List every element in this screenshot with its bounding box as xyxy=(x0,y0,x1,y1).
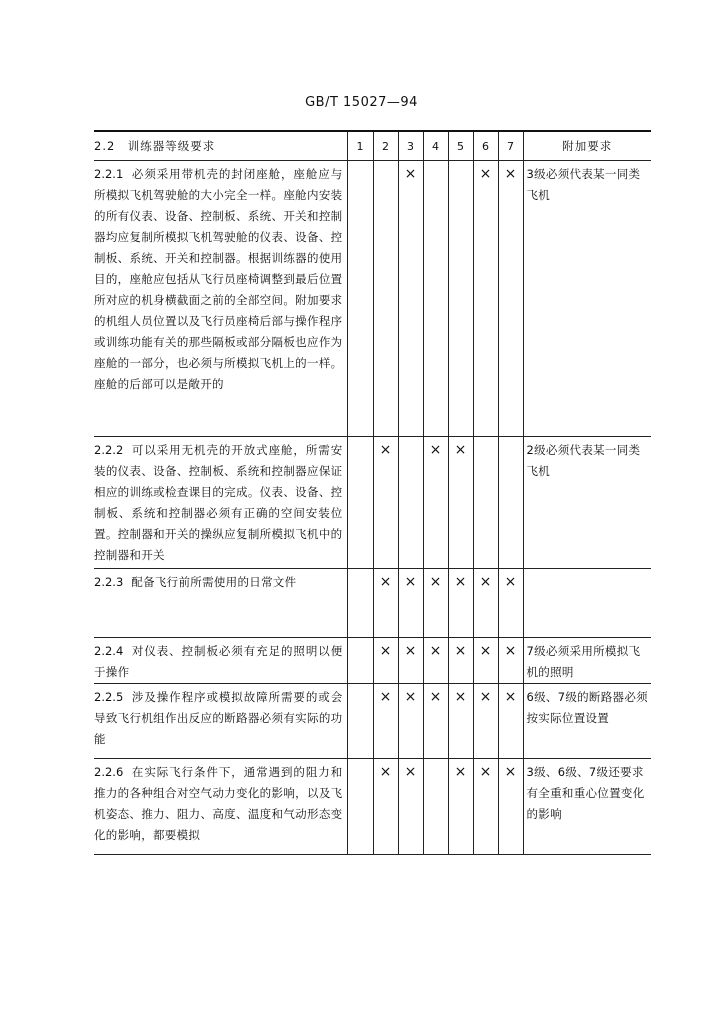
level-3-cell xyxy=(398,161,423,437)
level-7-cell xyxy=(498,759,523,855)
table-row xyxy=(94,569,651,638)
level-2-cell xyxy=(373,684,398,759)
level-1-header: 1 xyxy=(347,131,373,161)
level-3-cell xyxy=(398,569,423,638)
applicable-mark: × xyxy=(379,764,392,780)
level-5-cell xyxy=(448,569,473,638)
level-6-cell xyxy=(473,638,498,684)
requirement-number: 2.2.5 xyxy=(94,690,124,704)
level-7-cell xyxy=(498,569,523,638)
requirement-text: 在实际飞行条件下，通常遇到的阻力和推力的各种组合对空气动力变化的影响，以及飞机姿态、推力、阻力、高度、温度和气动形态变化的影响，都要模拟 xyxy=(94,765,343,842)
standard-number: GB/T 15027—94 xyxy=(305,95,418,110)
level-5-cell xyxy=(448,161,473,437)
applicable-mark: × xyxy=(404,643,417,659)
level-4-cell xyxy=(423,684,448,759)
requirement-number: 2.2.6 xyxy=(94,765,124,779)
table-row xyxy=(94,437,651,569)
applicable-mark: × xyxy=(429,643,442,659)
additional-requirement-cell: 3级必须代表某一同类飞机 xyxy=(523,161,651,437)
requirement-text: 配备飞行前所需使用的日常文件 xyxy=(131,575,297,589)
level-4-header: 4 xyxy=(423,131,448,161)
requirement-cell xyxy=(94,638,347,684)
applicable-mark: × xyxy=(504,574,517,590)
level-2-cell xyxy=(373,437,398,569)
applicable-mark: × xyxy=(504,689,517,705)
applicable-mark: × xyxy=(479,574,492,590)
table-row xyxy=(94,638,651,684)
applicable-mark: × xyxy=(454,643,467,659)
requirement-cell xyxy=(94,569,347,638)
applicable-mark: × xyxy=(454,442,467,458)
level-7-header: 7 xyxy=(498,131,523,161)
level-7-cell xyxy=(498,638,523,684)
applicable-mark: × xyxy=(429,442,442,458)
applicable-mark: × xyxy=(504,764,517,780)
applicable-mark: × xyxy=(379,442,392,458)
applicable-mark: × xyxy=(404,689,417,705)
applicable-mark: × xyxy=(379,643,392,659)
additional-requirement-cell: 6级、7级的断路器必须按实际位置设置 xyxy=(523,684,651,759)
requirement-number: 2.2.3 xyxy=(94,575,124,589)
applicable-mark: × xyxy=(454,574,467,590)
requirement-text: 必须采用带机壳的封闭座舱，座舱应与所模拟飞机驾驶舱的大小完全一样。座舱内安装的所有仪表、设备、控制板、系统、开关和控制器均应复制所模拟飞机驾驶舱的仪表、设备、控制板、系统、开关和控制器。根据训练器的使用目的，座舱应包括从飞行员座椅调整到最后位置所对应的机身横截面之前的全部空间。附加要求的机组人员位置以及飞行员座椅后部与操作程序或训练功能有关的那些隔板或部分隔板也应作为座舱的一部分，也必须与所模拟飞机上的一样。座舱的后部可以是敞开的 xyxy=(94,167,343,391)
applicable-mark: × xyxy=(504,643,517,659)
level-2-cell xyxy=(373,759,398,855)
requirement-cell xyxy=(94,161,347,437)
level-4-cell xyxy=(423,569,448,638)
level-4-cell xyxy=(423,638,448,684)
level-6-cell xyxy=(473,684,498,759)
applicable-mark: × xyxy=(504,166,517,182)
applicable-mark: × xyxy=(404,574,417,590)
requirement-text: 涉及操作程序或模拟故障所需要的或会导致飞行机组作出反应的断路器必须有实际的功能 xyxy=(94,690,343,746)
requirement-number: 2.2.2 xyxy=(94,443,124,457)
table-row xyxy=(94,161,651,437)
requirement-cell xyxy=(94,759,347,855)
requirements-table xyxy=(94,130,651,855)
level-3-header: 3 xyxy=(398,131,423,161)
level-1-cell xyxy=(347,759,373,855)
applicable-mark: × xyxy=(379,574,392,590)
requirement-text: 可以采用无机壳的开放式座舱，所需安装的仪表、设备、控制板、系统和控制器应保证相应的训练或检查课目的完成。仪表、设备、控制板、系统和控制器必须有正确的空间安装位置。控制器和开关的操纵应复制所模拟飞机中的控制器和开关 xyxy=(94,443,343,562)
level-5-cell xyxy=(448,684,473,759)
level-5-cell xyxy=(448,638,473,684)
level-3-cell xyxy=(398,437,423,569)
applicable-mark: × xyxy=(454,764,467,780)
level-1-cell xyxy=(347,569,373,638)
level-2-cell xyxy=(373,569,398,638)
level-2-cell xyxy=(373,161,398,437)
requirement-column-header: 2.2 训练器等级要求 xyxy=(94,131,347,161)
requirement-text: 对仪表、控制板必须有充足的照明以便于操作 xyxy=(94,644,343,679)
level-7-cell xyxy=(498,437,523,569)
level-1-cell xyxy=(347,638,373,684)
level-1-cell xyxy=(347,161,373,437)
requirement-number: 2.2.4 xyxy=(94,644,124,658)
applicable-mark: × xyxy=(429,574,442,590)
additional-requirement-cell: 7级必须采用所模拟飞机的照明 xyxy=(523,638,651,684)
level-1-cell xyxy=(347,684,373,759)
table-row xyxy=(94,684,651,759)
requirement-cell xyxy=(94,437,347,569)
level-5-cell xyxy=(448,437,473,569)
level-6-cell xyxy=(473,437,498,569)
level-6-cell xyxy=(473,569,498,638)
additional-requirement-cell: 2级必须代表某一同类飞机 xyxy=(523,437,651,569)
level-2-header: 2 xyxy=(373,131,398,161)
level-3-cell xyxy=(398,759,423,855)
level-3-cell xyxy=(398,638,423,684)
level-2-cell xyxy=(373,638,398,684)
requirements-table-body xyxy=(94,161,651,855)
level-5-cell xyxy=(448,759,473,855)
level-1-cell xyxy=(347,437,373,569)
additional-requirement-cell: 3级、6级、7级还要求有全重和重心位置变化的影响 xyxy=(523,759,651,855)
level-7-cell xyxy=(498,684,523,759)
table-row xyxy=(94,759,651,855)
additional-requirement-cell xyxy=(523,569,651,638)
level-6-cell xyxy=(473,759,498,855)
level-4-cell xyxy=(423,437,448,569)
applicable-mark: × xyxy=(479,166,492,182)
applicable-mark: × xyxy=(379,689,392,705)
applicable-mark: × xyxy=(479,689,492,705)
level-6-cell xyxy=(473,161,498,437)
level-6-header: 6 xyxy=(473,131,498,161)
level-4-cell xyxy=(423,759,448,855)
applicable-mark: × xyxy=(404,764,417,780)
applicable-mark: × xyxy=(404,166,417,182)
additional-column-header: 附加要求 xyxy=(523,131,651,161)
requirement-cell xyxy=(94,684,347,759)
level-7-cell xyxy=(498,161,523,437)
requirement-number: 2.2.1 xyxy=(94,167,124,181)
level-3-cell xyxy=(398,684,423,759)
applicable-mark: × xyxy=(479,764,492,780)
level-5-header: 5 xyxy=(448,131,473,161)
applicable-mark: × xyxy=(454,689,467,705)
applicable-mark: × xyxy=(429,689,442,705)
table-header-row xyxy=(94,131,651,161)
applicable-mark: × xyxy=(479,643,492,659)
level-4-cell xyxy=(423,161,448,437)
